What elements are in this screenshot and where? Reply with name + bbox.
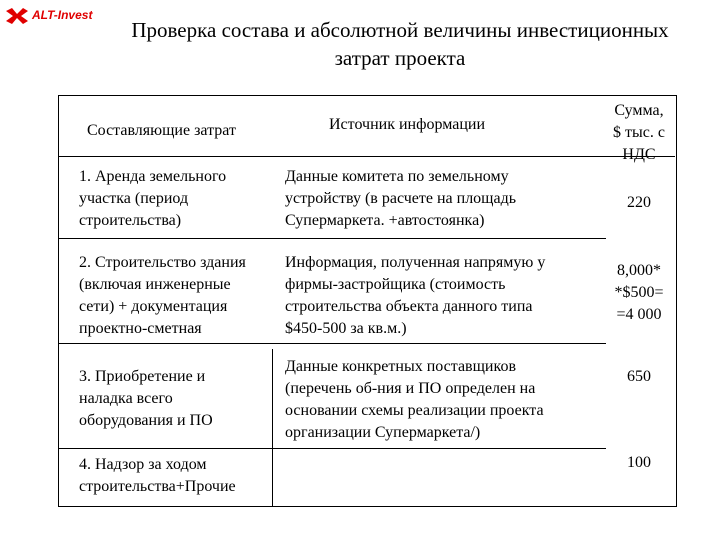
header-cost-items: Составляющие затрат bbox=[87, 122, 236, 139]
row-divider bbox=[59, 343, 606, 344]
logo-text: ALT-Invest bbox=[32, 8, 93, 22]
row-2-item: 2. Строительство здания (включая инженерные сети) + документация проектно-сметная bbox=[79, 254, 246, 337]
row-2-amount: 8,000* *$500= =4 000 bbox=[614, 262, 664, 323]
logo-cross-icon bbox=[4, 6, 30, 26]
row-1-amount: 220 bbox=[627, 194, 651, 211]
column-divider bbox=[272, 349, 273, 506]
row-1-source: Данные комитета по земельному устройству (в расчете на площадь Супермаркета. +автостоянка) bbox=[285, 168, 517, 229]
title-line-2: затрат проекта bbox=[334, 46, 466, 70]
row-3-item: 3. Приобретение и наладка всего оборудования и ПО bbox=[79, 368, 213, 429]
row-divider bbox=[59, 448, 606, 449]
investment-cost-table bbox=[58, 95, 677, 507]
row-1-item: 1. Аренда земельного участка (период строительства) bbox=[79, 168, 227, 229]
row-4-item: 4. Надзор за ходом строительства+Прочие bbox=[79, 456, 236, 495]
row-3-amount: 650 bbox=[627, 368, 651, 385]
page-title bbox=[70, 16, 720, 72]
header-divider bbox=[59, 156, 606, 157]
row-divider bbox=[59, 238, 606, 239]
header-amount: Сумма, $ тыс. с НДС bbox=[613, 102, 665, 163]
title-line-1: Проверка состава и абсолютной величины инвестиционных bbox=[131, 18, 669, 42]
row-2-source: Информация, полученная напрямую у фирмы-застройщика (стоимость строительства объекта данного типа $450-500 за кв.м.) bbox=[285, 254, 546, 337]
row-3-source: Данные конкретных поставщиков (перечень об-ния и ПО определен на основании схемы реализации проекта организации Супермаркета/) bbox=[285, 358, 544, 441]
row-4-amount: 100 bbox=[627, 454, 651, 471]
header-info-source: Источник информации bbox=[329, 116, 486, 133]
